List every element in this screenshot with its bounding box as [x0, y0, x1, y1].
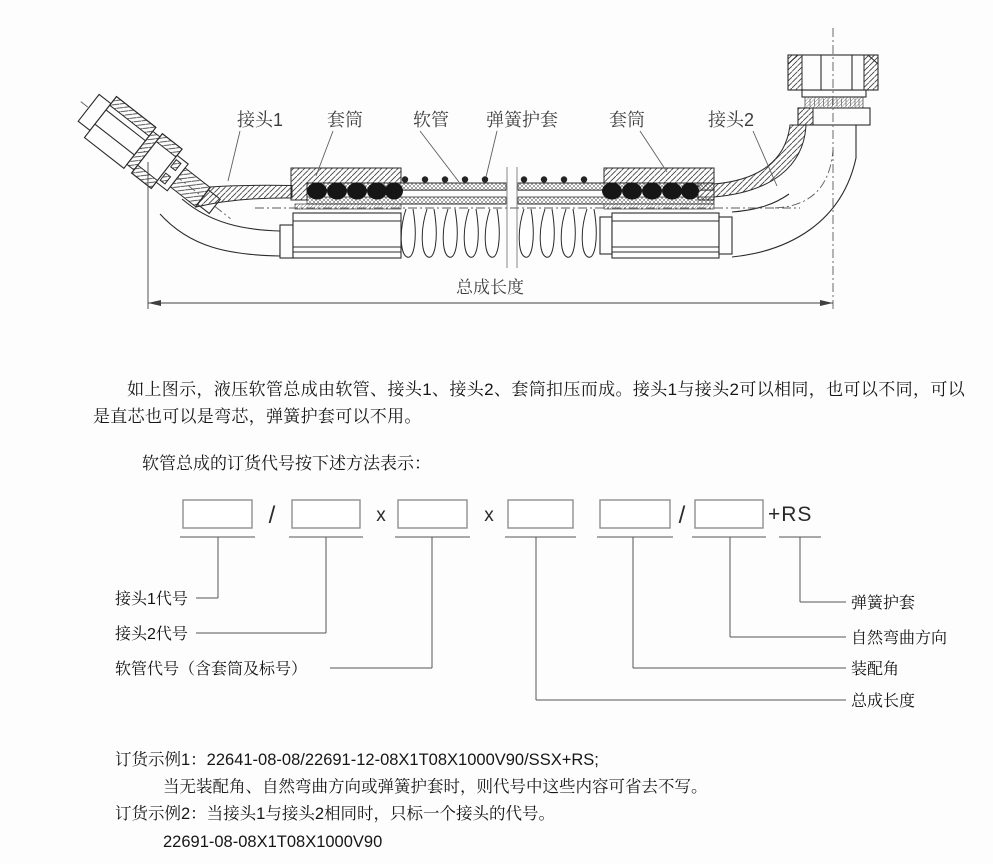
callout-joint2: 接头2 [707, 110, 755, 130]
callout-sleeve1: 套筒 [327, 110, 363, 130]
left-fitting-bend [160, 185, 293, 258]
right-ferrule-exterior [600, 213, 732, 258]
spring-guard-coils [401, 209, 596, 257]
callout-sleeve2: 套筒 [609, 110, 645, 130]
callout-hose: 软管 [413, 110, 449, 130]
separator-x-1: x [376, 505, 386, 526]
suffix-rs: +RS [768, 503, 813, 526]
dimension-label: 总成长度 [456, 278, 524, 297]
example-2: 订货示例2：当接头1与接头2相同时，只标一个接头的代号。 [115, 805, 556, 824]
separator-slash-2: / [678, 502, 686, 529]
right-elbow-fitting [714, 55, 878, 257]
label-assembly-angle: 装配角 [851, 661, 900, 678]
spring-wire-dots [402, 176, 587, 182]
code-box-length [508, 500, 573, 528]
order-examples [115, 747, 708, 856]
example-2-code: 22691-08-08X1T08X1000V90 [163, 832, 383, 851]
label-joint2-code: 接头2代号 [115, 626, 188, 643]
code-box-bend-direction [695, 500, 763, 528]
example-note: 当无装配角、自然弯曲方向或弹簧护套时，则代号中这些内容可省去不写。 [163, 778, 708, 797]
label-bend-direction: 自然弯曲方向 [851, 630, 948, 647]
left-ferrule-exterior [293, 213, 401, 258]
label-spring-guard: 弹簧护套 [851, 595, 916, 612]
callout-joint1: 接头1 [236, 110, 284, 130]
code-labels [115, 590, 947, 710]
label-overall-length: 总成长度 [851, 693, 916, 710]
code-box-joint1 [183, 500, 252, 528]
label-joint1-code: 接头1代号 [115, 591, 188, 608]
ordering-code-intro: 软管总成的订货代号按下述方法表示： [142, 454, 431, 473]
example-1: 订货示例1：22641-08-08/22691-12-08X1T08X1000V90/SSX+RS; [115, 751, 599, 769]
break-lines [507, 167, 517, 268]
code-box-joint2 [292, 500, 360, 528]
label-hose-code: 软管代号（含套筒及标号） [115, 661, 308, 678]
description-text: 如上图示，液压软管总成由软管、接头1、接头2、套筒扣压而成。接头1与接头2可以相同，也可以不同，可以是直芯也可以是弯芯，弹簧护套可以不用。 [93, 380, 965, 426]
callout-spring-guard: 弹簧护套 [486, 110, 558, 130]
description-paragraph [93, 377, 965, 430]
hose-assembly-drawing [0, 0, 993, 345]
ordering-code-diagram [0, 470, 993, 740]
left-elbow-fitting [65, 81, 247, 239]
code-box-hose [398, 500, 467, 528]
separator-x-2: x [484, 505, 494, 526]
separator-slash-1: / [268, 502, 276, 529]
code-box-assembly-angle [600, 500, 670, 528]
